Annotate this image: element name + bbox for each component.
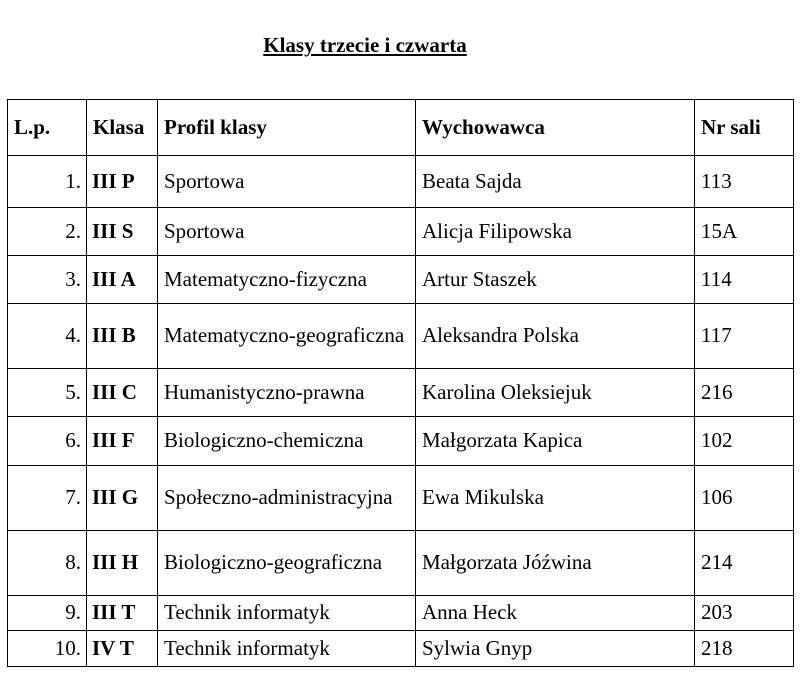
cell-lp: 5. (8, 369, 87, 417)
cell-profil: Matematyczno-geograficzna (158, 304, 416, 369)
cell-profil: Sportowa (158, 208, 416, 256)
table-row (8, 208, 794, 256)
cell-sala: 117 (695, 304, 794, 369)
cell-wychowawca: Artur Staszek (416, 256, 695, 304)
cell-wychowawca: Sylwia Gnyp (416, 631, 695, 667)
cell-klasa: III H (87, 531, 158, 596)
cell-klasa: III S (87, 208, 158, 256)
cell-profil: Humanistyczno-prawna (158, 369, 416, 417)
cell-klasa: III B (87, 304, 158, 369)
cell-klasa: III F (87, 417, 158, 466)
header-wychowawca: Wychowawca (416, 100, 695, 156)
cell-sala: 114 (695, 256, 794, 304)
table-row (8, 531, 794, 596)
cell-lp: 8. (8, 531, 87, 596)
header-profil: Profil klasy (158, 100, 416, 156)
cell-profil: Biologiczno-geograficzna (158, 531, 416, 596)
cell-wychowawca: Małgorzata Jóźwina (416, 531, 695, 596)
header-lp: L.p. (8, 100, 87, 156)
cell-profil: Technik informatyk (158, 631, 416, 667)
cell-sala: 106 (695, 466, 794, 531)
cell-wychowawca: Beata Sajda (416, 156, 695, 208)
cell-profil: Sportowa (158, 156, 416, 208)
cell-lp: 7. (8, 466, 87, 531)
cell-lp: 10. (8, 631, 87, 667)
cell-klasa: III T (87, 596, 158, 631)
cell-klasa: IV T (87, 631, 158, 667)
cell-wychowawca: Aleksandra Polska (416, 304, 695, 369)
cell-wychowawca: Alicja Filipowska (416, 208, 695, 256)
cell-lp: 4. (8, 304, 87, 369)
cell-sala: 218 (695, 631, 794, 667)
cell-klasa: III A (87, 256, 158, 304)
cell-lp: 3. (8, 256, 87, 304)
table-row (8, 256, 794, 304)
cell-wychowawca: Małgorzata Kapica (416, 417, 695, 466)
cell-profil: Matematyczno-fizyczna (158, 256, 416, 304)
cell-wychowawca: Anna Heck (416, 596, 695, 631)
table-row (8, 369, 794, 417)
cell-lp: 9. (8, 596, 87, 631)
cell-klasa: III P (87, 156, 158, 208)
table-row (8, 466, 794, 531)
table-row (8, 596, 794, 631)
cell-sala: 102 (695, 417, 794, 466)
cell-klasa: III C (87, 369, 158, 417)
cell-lp: 6. (8, 417, 87, 466)
header-klasa: Klasa (87, 100, 158, 156)
cell-sala: 113 (695, 156, 794, 208)
cell-klasa: III G (87, 466, 158, 531)
classes-table (7, 99, 794, 667)
cell-profil: Biologiczno-chemiczna (158, 417, 416, 466)
cell-sala: 216 (695, 369, 794, 417)
page-title: Klasy trzecie i czwarta (263, 33, 467, 57)
cell-wychowawca: Ewa Mikulska (416, 466, 695, 531)
header-sala: Nr sali (695, 100, 794, 156)
table-row (8, 417, 794, 466)
cell-profil: Społeczno-administracyjna (158, 466, 416, 531)
table-header-row (8, 100, 794, 156)
cell-sala: 214 (695, 531, 794, 596)
cell-wychowawca: Karolina Oleksiejuk (416, 369, 695, 417)
cell-sala: 203 (695, 596, 794, 631)
cell-sala: 15A (695, 208, 794, 256)
cell-profil: Technik informatyk (158, 596, 416, 631)
cell-lp: 1. (8, 156, 87, 208)
table-row (8, 631, 794, 667)
table-row (8, 156, 794, 208)
cell-lp: 2. (8, 208, 87, 256)
table-row (8, 304, 794, 369)
